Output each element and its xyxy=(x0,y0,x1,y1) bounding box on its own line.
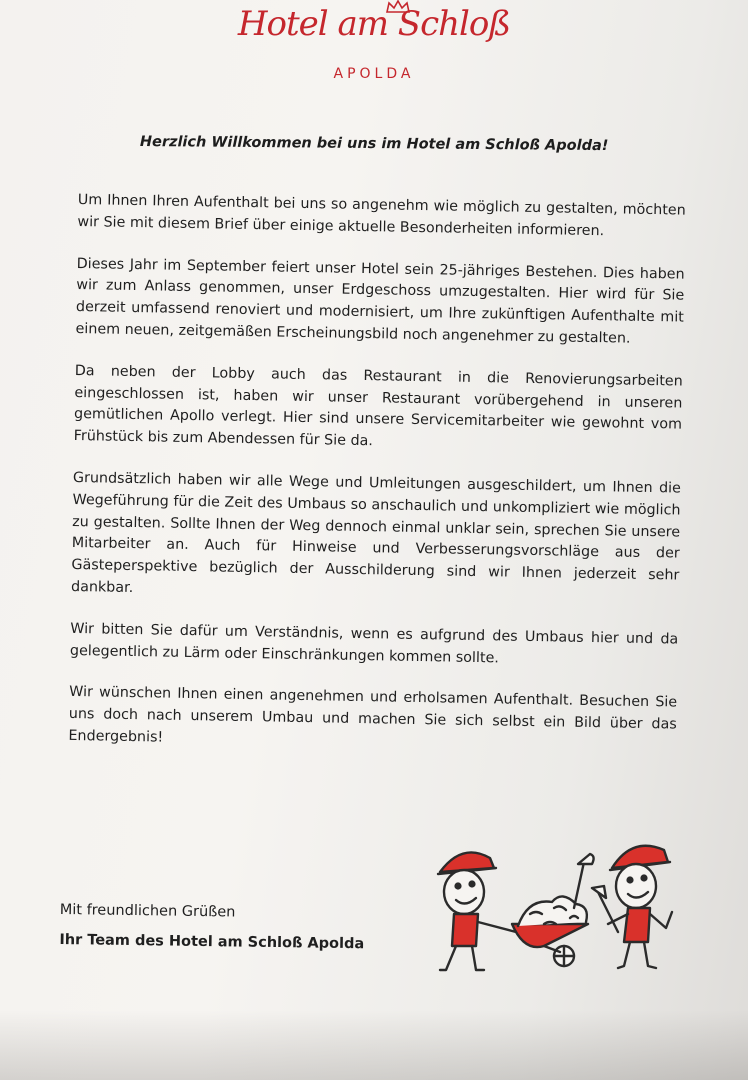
paragraph: Grundsätzlich haben wir alle Wege und Umleitungen ausgeschildert, um Ihnen die Wegeführung für die Zeit des Umbaus so anschaulich und unkompliziert wie möglich zu gestalten. Sollte Ihnen der Weg dennoch einmal unklar sein, sprechen Sie unsere Mitarbeiter an. Auch für Hinweise und Verbesserungsvorschläge aus der Gästeperspektive bezüglich der Ausschilderung sind wir Ihnen jederzeit sehr dankbar. xyxy=(70,469,682,596)
paragraph: Um Ihnen Ihren Aufenthalt bei uns so angenehm wie möglich zu gestalten, möchten wir Sie mit diesem Brief über einige aktuelle Besonderheiten informieren. xyxy=(77,191,686,239)
paragraph: Wir wünschen Ihnen einen angenehmen und erholsamen Aufenthalt. Besuchen Sie uns doch nach unserem Umbau und machen Sie sich selbst ein Bild über das Endergebnis! xyxy=(68,684,678,746)
paragraph: Da neben der Lobby auch das Restaurant in die Renovierungsarbeiten eingeschlossen ist, haben wir unser Restaurant vorübergehend in unseren gemütlichen Apollo verlegt. Hier sind unsere Servicemitarbeiter wie gewohnt vom Frühstück bis zum Abendessen für Sie da. xyxy=(73,362,683,450)
construction-workers-wheelbarrow-icon xyxy=(432,828,692,978)
letter-body xyxy=(68,190,686,778)
page-shadow xyxy=(0,1010,748,1080)
logo-subtitle: APOLDA xyxy=(333,66,415,82)
letter-closing xyxy=(59,895,440,960)
paragraph: Wir bitten Sie dafür um Verständnis, wenn es aufgrund des Umbaus hier und da gelegentlich zu Lärm oder Einschränkungen kommen sollte. xyxy=(69,620,679,666)
paragraph: Dieses Jahr im September feiert unser Hotel sein 25-jähriges Bestehen. Dies haben wir zum Anlass genommen, unser Erdgeschoss umzugestalten. Hier wird für Sie derzeit umfassend renoviert und modernisiert, um Ihre zukünftigen Aufenthalte mit einem neuen, zeitgemäßen Erscheinungsbild noch angenehmer zu gestalten. xyxy=(75,255,685,347)
logo-wordmark: Hotel am Schloß xyxy=(237,4,511,44)
page-title: Herzlich Willkommen bei uns im Hotel am Schloß Apolda! xyxy=(139,134,609,155)
hotel-logo xyxy=(0,0,748,90)
closing-signature: Ihr Team des Hotel am Schloß Apolda xyxy=(59,931,365,953)
closing-greeting: Mit freundlichen Grüßen xyxy=(59,901,236,921)
